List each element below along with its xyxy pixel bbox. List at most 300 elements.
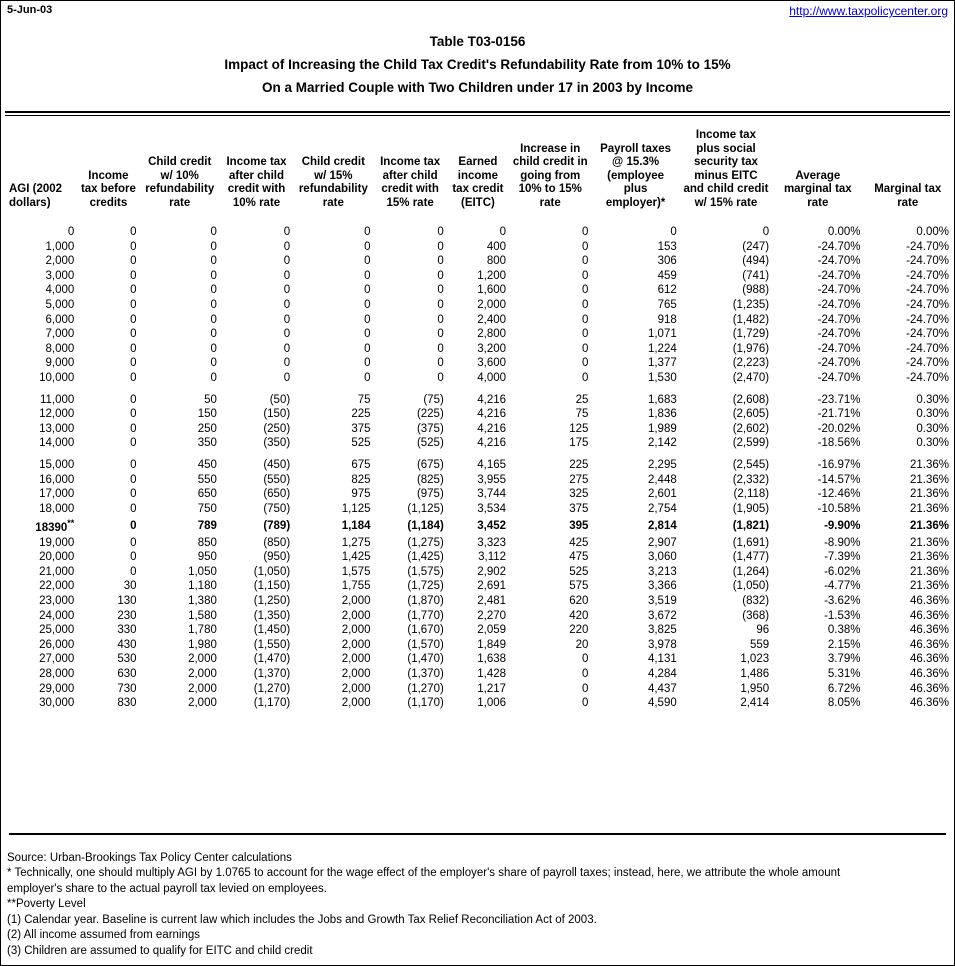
table-row <box>5 594 952 609</box>
cell-value: 2,000 <box>341 653 371 666</box>
cell-value: 4,000 <box>477 371 507 384</box>
cell-value: 1,275 <box>341 536 371 549</box>
cell-value: (1,821) <box>732 519 770 532</box>
cell-value: 0 <box>364 269 371 282</box>
cell-value: 3,955 <box>477 473 507 486</box>
cell-value: (2,545) <box>732 458 770 471</box>
table-head <box>5 129 952 214</box>
cell-value: 0.00% <box>827 226 861 238</box>
table-row <box>5 393 952 408</box>
cell-value: 0 <box>210 342 217 355</box>
cell-agi: 10,000 <box>39 371 75 384</box>
cell-value: 4,131 <box>647 653 677 666</box>
cell-value: (1,150) <box>253 580 291 593</box>
table-row <box>5 516 952 535</box>
cell-value: 230 <box>117 609 137 622</box>
cell-value: 1,125 <box>341 502 371 515</box>
cell-value: (1,905) <box>732 502 770 515</box>
table-row <box>5 473 952 488</box>
cell-value: 4,165 <box>477 458 507 471</box>
table-row <box>5 342 952 357</box>
cell-value: 0 <box>762 226 770 238</box>
cell-value: 575 <box>569 580 589 593</box>
table-number: Table T03-0156 <box>429 34 526 49</box>
cell-agi: 1,000 <box>45 240 75 253</box>
cell-value: 3,452 <box>477 519 507 532</box>
cell-value: -3.62% <box>824 595 861 608</box>
table-row <box>5 436 952 451</box>
cell-value: (150) <box>263 408 291 421</box>
cell-value: (741) <box>742 269 770 282</box>
cell-value: 3,825 <box>647 624 677 637</box>
cell-value: 1,023 <box>740 653 770 666</box>
cell-value: 0 <box>283 226 291 238</box>
cell-value: 2,000 <box>341 624 371 637</box>
table-row <box>5 313 952 328</box>
cell-agi: 18,000 <box>39 502 75 515</box>
group-gap-cell <box>5 386 952 393</box>
cell-value: (1,370) <box>253 668 291 681</box>
cell-value: 0 <box>283 240 291 253</box>
cell-value: 0 <box>437 284 444 297</box>
cell-value: (2,470) <box>732 371 770 384</box>
cell-value: (1,250) <box>253 595 291 608</box>
cell-value: 0 <box>210 226 217 238</box>
cell-value: 225 <box>351 408 371 421</box>
footnote-asterisk-line1: * Technically, one should multiply AGI by 1.0765 to account for the wage effect of the employer's share of payroll taxes; instead, here, we attribute the whole amount <box>7 867 841 879</box>
cell-value: (750) <box>263 502 291 515</box>
cell-agi: 29,000 <box>39 682 75 695</box>
cell-value: 0 <box>364 357 371 370</box>
table-row <box>5 652 952 667</box>
cell-value: -24.70% <box>817 313 861 326</box>
cell-value: 2,000 <box>341 668 371 681</box>
cell-value: 0 <box>283 284 291 297</box>
cell-value: 0 <box>499 226 507 238</box>
cell-value: 650 <box>197 488 217 501</box>
footnote-3: (3) Children are assumed to qualify for EITC and child credit <box>7 944 313 957</box>
cell-value: 350 <box>197 437 217 450</box>
cell-agi: 28,000 <box>39 668 75 681</box>
cell-value: 1,217 <box>477 682 507 695</box>
cell-value: 1,755 <box>341 580 371 593</box>
col-header-average-marginal-rate: Average marginal tax rate <box>783 169 852 209</box>
cell-value: (250) <box>263 422 291 435</box>
cell-value: 2.15% <box>827 638 861 651</box>
cell-value: -16.97% <box>817 458 861 471</box>
cell-value: -24.70% <box>906 284 949 297</box>
cell-value: (832) <box>742 595 770 608</box>
cell-value: 153 <box>657 240 677 253</box>
cell-value: (1,976) <box>732 342 770 355</box>
impact-table <box>5 129 952 711</box>
cell-value: 0 <box>130 313 137 326</box>
cell-agi: 19,000 <box>39 536 75 549</box>
col-header-child-credit-15: Child credit w/ 15% refundability rate <box>298 156 368 209</box>
cell-value: -18.56% <box>817 437 861 450</box>
cell-agi: 21,000 <box>39 565 75 578</box>
table-row <box>5 225 952 240</box>
cell-value: (1,770) <box>407 609 444 622</box>
cell-value: 3.79% <box>827 653 861 666</box>
cell-value: -24.70% <box>906 342 949 355</box>
cell-value: 1,377 <box>647 357 677 370</box>
cell-agi: 24,000 <box>39 609 75 622</box>
cell-value: (494) <box>742 255 770 268</box>
cell-value: 420 <box>569 609 589 622</box>
cell-agi: 27,000 <box>39 653 75 666</box>
cell-value: 0 <box>130 328 137 341</box>
cell-value: (50) <box>269 393 291 406</box>
col-header-child-credit-10: Child credit w/ 10% refundability rate <box>145 156 215 209</box>
table-row <box>5 502 952 517</box>
cell-value: 4,216 <box>477 408 507 421</box>
cell-value: 21.36% <box>909 488 949 501</box>
cell-value: 400 <box>486 240 507 253</box>
cell-value: 46.36% <box>909 697 949 710</box>
cell-value: -24.70% <box>906 255 949 268</box>
cell-value: 918 <box>657 313 677 326</box>
cell-value: 559 <box>749 638 770 651</box>
cell-value: 0 <box>437 371 444 384</box>
cell-value: (1,725) <box>407 580 444 593</box>
cell-value: 375 <box>569 502 589 515</box>
cell-value: 0 <box>581 697 589 710</box>
cell-value: 0 <box>130 408 137 421</box>
cell-value: 75 <box>575 408 589 421</box>
col-header-increase-in-child-credit: Increase in child credit in going from 10% to 15% rate <box>512 142 588 209</box>
cell-value: 0 <box>581 682 589 695</box>
cell-value: 21.36% <box>909 536 949 549</box>
cell-value: -24.70% <box>817 371 861 384</box>
cell-value: 0 <box>283 255 291 268</box>
cell-value: 0 <box>581 371 589 384</box>
cell-value: 46.36% <box>909 638 949 651</box>
cell-value: 830 <box>117 697 137 710</box>
cell-value: 3,519 <box>647 595 677 608</box>
cell-value: -14.57% <box>817 473 861 486</box>
cell-value: 46.36% <box>909 653 949 666</box>
cell-value: 1,486 <box>740 668 770 681</box>
cell-value: (350) <box>263 437 291 450</box>
cell-value: 2,000 <box>341 609 371 622</box>
cell-value: (850) <box>263 536 291 549</box>
table-row <box>5 667 952 682</box>
cell-value: (2,223) <box>732 357 770 370</box>
cell-value: (550) <box>263 473 291 486</box>
col-header-agi: AGI (2002 dollars) <box>9 183 63 209</box>
cell-value: (1,470) <box>253 653 291 666</box>
cell-value: 1,849 <box>477 638 507 651</box>
table-row <box>5 407 952 422</box>
cell-value: 3,978 <box>647 638 677 651</box>
col-header-income-tax-after-10: Income tax after child credit with 10% rate <box>226 156 287 209</box>
cell-value: 4,216 <box>477 393 507 406</box>
cell-value: 0 <box>581 255 589 268</box>
cell-value: 1,180 <box>188 580 217 593</box>
cell-value: 1,050 <box>188 565 217 578</box>
cell-value: 2,059 <box>477 624 507 637</box>
table-group-gap <box>5 386 952 393</box>
cell-value: 2,814 <box>647 519 677 532</box>
cell-value: 330 <box>117 624 137 637</box>
cell-value: 0 <box>437 357 444 370</box>
cell-value: 46.36% <box>909 595 949 608</box>
table-row <box>5 422 952 437</box>
col-header-income-tax-after-15: Income tax after child credit with 15% rate <box>380 156 441 209</box>
cell-value: 0.30% <box>916 437 949 450</box>
cell-value: 550 <box>197 473 217 486</box>
cell-value: 0 <box>364 226 371 238</box>
cell-value: 3,672 <box>647 609 677 622</box>
cell-value: 1,600 <box>477 284 507 297</box>
cell-value: 2,295 <box>647 458 677 471</box>
cell-value: (1,477) <box>732 551 770 564</box>
cell-value: 2,000 <box>477 298 507 311</box>
cell-value: (368) <box>742 609 770 622</box>
cell-value: 1,224 <box>647 342 677 355</box>
cell-value: 1,836 <box>647 408 677 421</box>
cell-value: 730 <box>117 682 137 695</box>
cell-value: 430 <box>117 638 137 651</box>
cell-value: 0 <box>130 240 137 253</box>
cell-value: 1,184 <box>341 519 371 532</box>
cell-value: 0 <box>581 226 589 238</box>
table-title: Impact of Increasing the Child Tax Credit's Refundability Rate from 10% to 15% <box>224 57 731 72</box>
cell-value: (1,370) <box>407 668 444 681</box>
cell-agi: 7,000 <box>45 328 75 341</box>
cell-value: 375 <box>351 422 371 435</box>
cell-agi: 16,000 <box>39 473 75 486</box>
footnote-2: (2) All income assumed from earnings <box>7 929 201 941</box>
cell-value: (2,332) <box>732 473 770 486</box>
cell-value: 0 <box>364 328 371 341</box>
cell-value: 0 <box>210 284 217 297</box>
cell-value: 1,428 <box>477 668 507 681</box>
col-header-eitc: Earned income tax credit (EITC) <box>452 156 504 209</box>
cell-value: 46.36% <box>909 624 949 637</box>
cell-value: -23.71% <box>817 393 861 406</box>
cell-value: 0 <box>130 536 137 549</box>
cell-value: 1,580 <box>188 609 217 622</box>
cell-value: 0 <box>581 240 589 253</box>
cell-value: 0 <box>210 298 217 311</box>
cell-agi: 18390** <box>35 518 75 535</box>
table-body <box>5 214 952 711</box>
header-row <box>5 129 952 214</box>
cell-agi: 6,000 <box>45 313 75 326</box>
cell-value: (1,870) <box>407 595 444 608</box>
table-group-gap <box>5 451 952 458</box>
cell-value: 0 <box>581 298 589 311</box>
cell-value: -24.70% <box>817 240 861 253</box>
cell-value: (1,050) <box>732 580 770 593</box>
table-row <box>5 298 952 313</box>
table-row <box>5 371 952 386</box>
cell-value: 0 <box>283 269 291 282</box>
cell-value: 0 <box>283 298 291 311</box>
table-row <box>5 579 952 594</box>
cell-value: (1,050) <box>253 565 291 578</box>
cell-value: 0 <box>210 371 217 384</box>
cell-value: 4,437 <box>647 682 677 695</box>
cell-value: 3,744 <box>477 488 507 501</box>
cell-value: 3,600 <box>477 357 507 370</box>
cell-value: -6.02% <box>824 565 861 578</box>
cell-value: 1,200 <box>477 269 507 282</box>
cell-value: 3,060 <box>647 551 677 564</box>
cell-value: 175 <box>569 437 589 450</box>
table-row <box>5 356 952 371</box>
cell-value: 0 <box>130 502 137 515</box>
col-header-income-tax-before-credits: Income tax before credits <box>80 169 136 209</box>
cell-value: 0 <box>283 371 291 384</box>
table-row <box>5 550 952 565</box>
cell-value: (975) <box>416 488 444 501</box>
table-row <box>5 682 952 697</box>
top-rule-2 <box>5 115 950 116</box>
cell-value: 0 <box>130 488 137 501</box>
cell-value: (789) <box>263 519 291 532</box>
cell-value: -24.70% <box>817 284 861 297</box>
cell-value: 4,216 <box>477 422 507 435</box>
cell-value: 21.36% <box>909 565 949 578</box>
cell-agi: 4,000 <box>45 284 75 297</box>
cell-value: -21.71% <box>817 408 861 421</box>
cell-value: 459 <box>657 269 677 282</box>
cell-value: 675 <box>351 458 371 471</box>
cell-value: 21.36% <box>909 473 949 486</box>
cell-value: 2,000 <box>188 697 217 710</box>
cell-value: (1,729) <box>732 328 770 341</box>
cell-value: 1,006 <box>477 697 507 710</box>
cell-value: 130 <box>117 595 137 608</box>
cell-agi: 3,000 <box>45 269 75 282</box>
cell-value: 475 <box>569 551 589 564</box>
cell-value: 0 <box>130 226 137 238</box>
cell-value: 20 <box>575 638 589 651</box>
cell-value: (650) <box>263 488 291 501</box>
table-row <box>5 536 952 551</box>
cell-agi: 5,000 <box>45 298 75 311</box>
cell-value: 0 <box>437 226 444 238</box>
cell-value: 1,950 <box>740 682 770 695</box>
cell-value: -24.70% <box>906 328 949 341</box>
cell-value: 2,400 <box>477 313 507 326</box>
cell-value: 0 <box>130 371 137 384</box>
cell-agi: 20,000 <box>39 551 75 564</box>
cell-value: 395 <box>569 519 589 532</box>
cell-value: (1,270) <box>407 682 444 695</box>
cell-value: (675) <box>416 458 444 471</box>
table-row <box>5 565 952 580</box>
cell-value: 0 <box>130 298 137 311</box>
cell-value: 1,683 <box>647 393 677 406</box>
footnote-asterisk-line2: employer's share to the actual payroll tax levied on employees. <box>7 882 327 895</box>
footnote-source: Source: Urban-Brookings Tax Policy Center calculations <box>7 851 292 864</box>
cell-value: 4,590 <box>647 697 677 710</box>
cell-value: 46.36% <box>909 609 949 622</box>
cell-value: 0 <box>283 357 291 370</box>
taxpolicycenter-link[interactable]: http://www.taxpolicycenter.org <box>789 4 948 18</box>
cell-value: 1,425 <box>341 551 371 564</box>
header-date: 5-Jun-03 <box>7 4 53 16</box>
cell-agi: 13,000 <box>39 422 75 435</box>
cell-value: 530 <box>117 653 137 666</box>
cell-value: (1,550) <box>253 638 291 651</box>
table-row <box>5 283 952 298</box>
cell-value: 2,481 <box>477 595 507 608</box>
cell-value: 2,907 <box>647 536 677 549</box>
cell-agi: 12,000 <box>39 408 75 421</box>
cell-value: 0 <box>364 313 371 326</box>
cell-value: 0.38% <box>827 624 861 637</box>
table-row <box>5 609 952 624</box>
cell-value: 0 <box>364 371 371 384</box>
bottom-rule <box>9 833 946 835</box>
cell-agi: 11,000 <box>39 393 75 406</box>
cell-value: -10.58% <box>817 502 861 515</box>
cell-value: (2,118) <box>733 488 770 501</box>
cell-value: 2,754 <box>647 502 677 515</box>
cell-value: 0 <box>130 357 137 370</box>
cell-value: -24.70% <box>906 240 949 253</box>
cell-value: 1,780 <box>188 624 217 637</box>
cell-value: 0 <box>581 357 589 370</box>
cell-value: -24.70% <box>906 357 949 370</box>
cell-value: 825 <box>351 473 371 486</box>
cell-value: -24.70% <box>906 269 949 282</box>
cell-value: 0 <box>437 342 444 355</box>
cell-value: 2,000 <box>188 682 217 695</box>
cell-value: 0 <box>581 342 589 355</box>
cell-value: 0 <box>130 437 137 450</box>
cell-value: 525 <box>569 565 589 578</box>
cell-value: 0 <box>437 240 444 253</box>
cell-value: 950 <box>197 551 217 564</box>
cell-value: 0.00% <box>916 226 949 238</box>
cell-value: 3,213 <box>647 565 677 578</box>
cell-value: 8.05% <box>827 697 861 710</box>
cell-value: 220 <box>569 624 589 637</box>
cell-value: 125 <box>569 422 589 435</box>
cell-value: (1,450) <box>253 624 291 637</box>
cell-agi: 8,000 <box>45 342 75 355</box>
col-header-income-plus-social-security: Income tax plus social security tax minus EITC and child credit w/ 15% rate <box>683 129 769 209</box>
cell-value: 0 <box>130 422 137 435</box>
cell-value: 0 <box>581 328 589 341</box>
cell-value: (1,670) <box>407 624 444 637</box>
cell-agi: 17,000 <box>39 488 75 501</box>
cell-agi: 2,000 <box>45 255 75 268</box>
cell-value: 0 <box>364 342 371 355</box>
cell-value: 2,601 <box>647 488 677 501</box>
table-row <box>5 696 952 711</box>
cell-value: 46.36% <box>909 668 949 681</box>
cell-value: 30 <box>123 580 137 593</box>
footnote-1: (1) Calendar year. Baseline is current law which includes the Jobs and Growth Tax Relief Reconciliation Act of 2003. <box>7 913 597 926</box>
cell-value: (525) <box>416 437 444 450</box>
cell-value: 1,989 <box>647 422 677 435</box>
cell-value: 425 <box>569 536 589 549</box>
cell-value: 4,216 <box>477 437 507 450</box>
cell-value: 750 <box>197 502 217 515</box>
cell-value: 0 <box>130 255 137 268</box>
cell-value: 21.36% <box>909 551 949 564</box>
cell-value: 765 <box>657 298 677 311</box>
cell-value: 0 <box>283 328 291 341</box>
cell-value: 21.36% <box>909 458 949 471</box>
